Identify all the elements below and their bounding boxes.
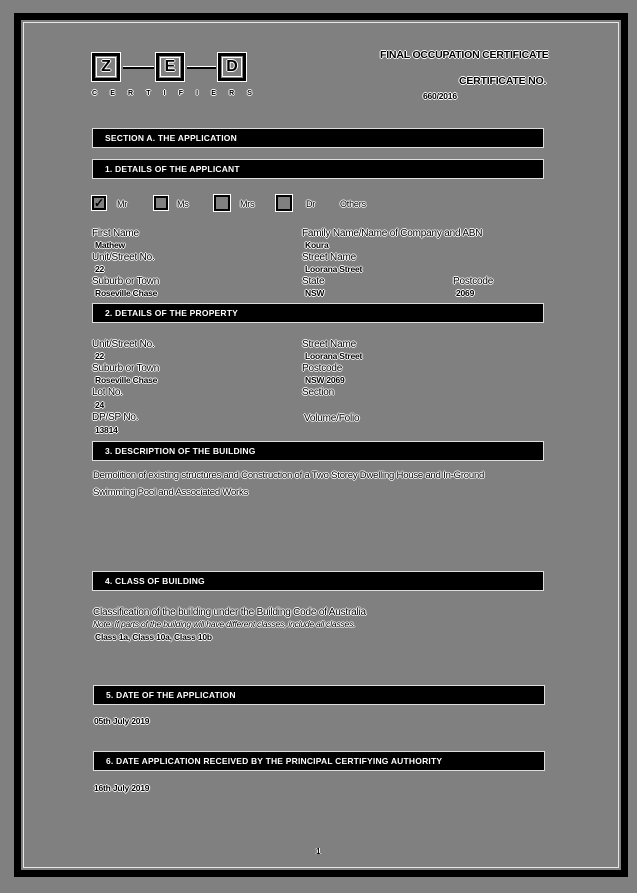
title-checkbox-dr[interactable]	[276, 195, 292, 211]
cert-no-label: CERTIFICATE NO.	[459, 75, 547, 87]
section-3-title: 3. DESCRIPTION OF THE BUILDING	[105, 446, 256, 456]
property-suburb-value: Roseville Chase	[95, 375, 158, 385]
applicant-postcode-label: Postcode	[453, 276, 494, 287]
applicant-street-value: Loorana Street	[305, 264, 363, 274]
applicant-suburb-label: Suburb or Town	[92, 276, 160, 287]
section-a-header	[92, 128, 544, 148]
logo-letter: E	[160, 57, 180, 77]
family-name-label: Family Name/Name of Company and ABN	[302, 228, 483, 239]
first-name-value: Mathew	[95, 240, 125, 250]
received-date: 16th July 2019	[94, 783, 150, 793]
description-line-2: Swimming Pool and Associated Works	[93, 487, 249, 498]
doc-title: FINAL OCCUPATION CERTIFICATE	[380, 49, 549, 61]
lot-label: Lot No.	[92, 387, 123, 398]
logo-sub-letter: I	[163, 90, 166, 97]
section-1-title: 1. DETAILS OF THE APPLICANT	[105, 164, 240, 174]
class-value: Class 1a, Class 10a, Class 10b	[95, 632, 212, 642]
title-label-ms: Ms	[177, 199, 189, 209]
section-label: Section	[302, 387, 334, 398]
title-label-others: Others	[340, 199, 366, 209]
applicant-street-label: Street Name	[302, 252, 356, 263]
logo-connector	[187, 66, 216, 69]
description-line-1: Demolition of existing structures and Construction of a Two Storey Dwelling House and In-Ground	[93, 470, 485, 481]
logo-sub-letter: R	[229, 90, 235, 97]
applicant-state-value: NSW	[305, 288, 325, 298]
title-label-mrs: Mrs	[240, 199, 255, 209]
dp-label: DP/SP No.	[92, 412, 139, 423]
logo-sub-letter: E	[211, 90, 216, 97]
property-postcode-label: Postcode	[302, 363, 343, 374]
lot-value: 24	[95, 400, 105, 410]
title-checkbox-ms[interactable]	[154, 196, 168, 210]
section-5-header	[93, 685, 545, 705]
logo-sub-letter: S	[247, 90, 252, 97]
logo-letter: D	[222, 57, 242, 77]
property-unit-label: Unit/Street No.	[92, 339, 155, 350]
applicant-state-label: State	[302, 276, 325, 287]
property-unit-value: 22	[95, 351, 105, 361]
logo-subtitle	[92, 90, 252, 97]
title-checkbox-mr[interactable]: ✓	[94, 196, 105, 210]
property-street-value: Loorana Street	[305, 351, 363, 361]
logo-letter: Z	[96, 57, 116, 77]
section-5-title: 5. DATE OF THE APPLICATION	[106, 690, 236, 700]
logo-sub-letter: F	[178, 90, 184, 97]
logo-sub-letter: R	[128, 90, 134, 97]
section-2-header	[92, 303, 544, 323]
section-4-title: 4. CLASS OF BUILDING	[105, 576, 205, 586]
cert-no-value: 660/2016	[423, 91, 457, 101]
logo-sub-letter: C	[92, 90, 98, 97]
section-2-title: 2. DETAILS OF THE PROPERTY	[105, 308, 239, 318]
property-suburb-label: Suburb or Town	[92, 363, 160, 374]
page-number: 1	[316, 847, 321, 856]
section-6-title: 6. DATE APPLICATION RECEIVED BY THE PRINCIPAL CERTIFYING AUTHORITY	[106, 756, 443, 766]
applicant-unit-label: Unit/Street No.	[92, 252, 155, 263]
logo-box-e	[156, 53, 184, 81]
title-checkbox-mrs[interactable]	[214, 195, 230, 211]
applicant-suburb-value: Roseville Chase	[95, 288, 158, 298]
property-street-label: Street Name	[302, 339, 356, 350]
class-note: Note: If parts of the building will have different classes, include all classes.	[93, 619, 356, 629]
section-1-header	[92, 159, 544, 179]
applicant-unit-value: 22	[95, 264, 105, 274]
logo-sub-letter: I	[196, 90, 199, 97]
section-4-header	[92, 571, 544, 591]
section-3-header	[92, 441, 544, 461]
section-6-header	[93, 751, 545, 771]
logo-sub-letter: E	[110, 90, 115, 97]
dp-value: 13814	[95, 425, 118, 435]
title-label-mr: Mr	[117, 199, 128, 209]
logo-box-z	[92, 53, 120, 81]
family-name-value: Koura	[305, 240, 329, 250]
applicant-postcode-value: 2069	[456, 288, 475, 298]
logo-sub-letter: T	[146, 90, 151, 97]
volume-folio-label: Volume/Folio	[304, 413, 360, 424]
logo-connector	[123, 66, 154, 69]
application-date: 05th July 2019	[94, 716, 150, 726]
class-label: Classification of the building under the Building Code of Australia	[93, 607, 366, 618]
title-label-dr: Dr	[306, 199, 316, 209]
logo-box-d	[218, 53, 246, 81]
section-a-title: SECTION A. THE APPLICATION	[105, 133, 237, 143]
first-name-label: First Name	[92, 228, 139, 239]
property-postcode-value: NSW 2069	[305, 375, 345, 385]
